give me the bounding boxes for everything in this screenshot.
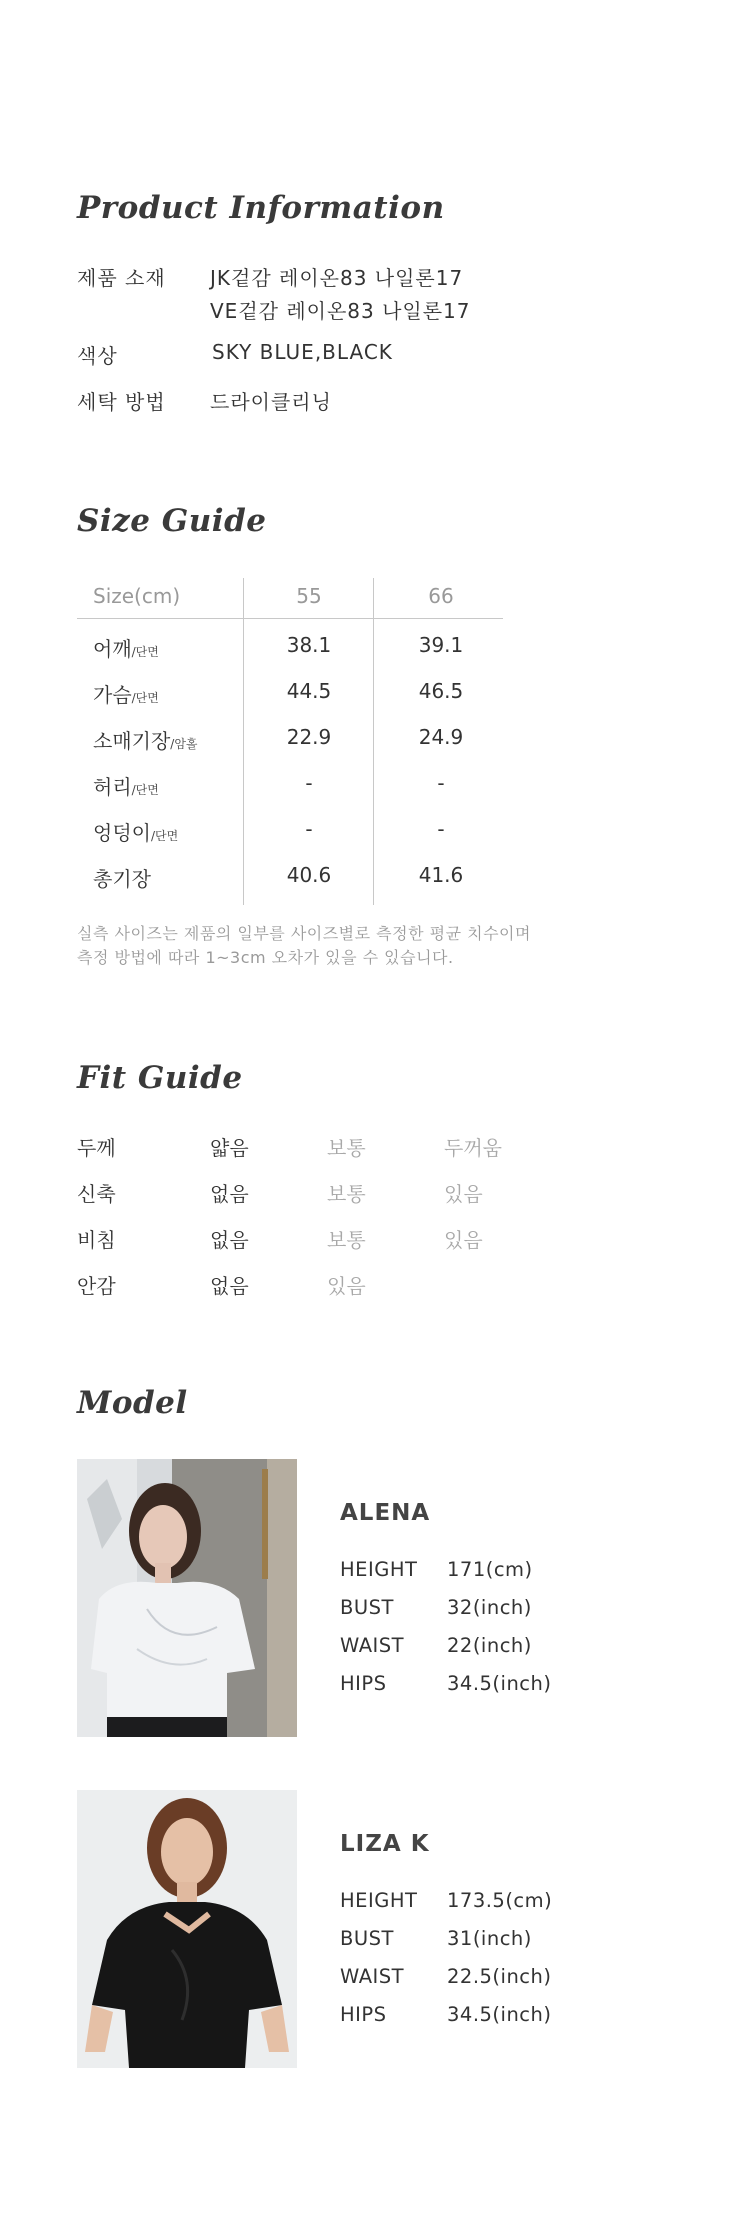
- table-row: [77, 771, 503, 817]
- table-row: [77, 725, 503, 771]
- model-stat-height: [340, 1889, 552, 1912]
- product-info-title: Product Information: [77, 190, 445, 226]
- measure-label: [93, 771, 159, 800]
- stat-key: BUST: [340, 1596, 394, 1619]
- stat-key: HEIGHT: [340, 1558, 418, 1581]
- model-photo-illustration: [77, 1790, 297, 2068]
- fit-guide-title: Fit Guide: [77, 1060, 243, 1096]
- measure-label: [93, 679, 159, 708]
- measure-name: 허리: [93, 775, 132, 799]
- value-66: -: [437, 817, 445, 841]
- fit-option: 있음: [444, 1182, 483, 1206]
- value-66: 24.9: [418, 725, 464, 749]
- measure-sub: /단면: [150, 829, 179, 843]
- stat-value: 22.5(inch): [447, 1965, 552, 1988]
- material-value-line1: JK겉감 레이온83 나일론17: [210, 266, 464, 290]
- value-66: 39.1: [418, 633, 464, 657]
- table-row: [77, 863, 503, 909]
- measure-sub: /단면: [131, 645, 159, 659]
- table-row: [77, 817, 503, 863]
- value-55: 44.5: [286, 679, 332, 703]
- table-row: [77, 633, 503, 679]
- measure-sub: /암홀: [170, 737, 198, 751]
- stat-value: 32(inch): [447, 1596, 532, 1619]
- material-label: 제품 소재: [77, 266, 166, 290]
- stat-value: 31(inch): [447, 1927, 532, 1950]
- stat-key: HIPS: [340, 1672, 387, 1695]
- fit-option: 두꺼움: [444, 1136, 502, 1160]
- stat-value: 173.5(cm): [447, 1889, 553, 1912]
- table-row: [77, 679, 503, 725]
- size-guide-title: Size Guide: [77, 503, 267, 539]
- model-photo-liza: [77, 1790, 297, 2068]
- model-title: Model: [77, 1385, 188, 1421]
- value-55: 38.1: [286, 633, 332, 657]
- fit-option: 있음: [327, 1274, 366, 1298]
- fit-option: 있음: [444, 1228, 483, 1252]
- stat-value: 171(cm): [447, 1558, 533, 1581]
- size-table-header: [77, 578, 503, 619]
- value-66: 41.6: [418, 863, 464, 887]
- fit-label: 두께: [77, 1136, 116, 1160]
- fit-label: 안감: [77, 1274, 116, 1298]
- color-value: SKY BLUE,BLACK: [212, 340, 393, 364]
- care-value: 드라이클리닝: [210, 390, 332, 414]
- color-label: 색상: [77, 344, 118, 368]
- fit-option: 보통: [327, 1136, 366, 1160]
- model-photo-alena: [77, 1459, 297, 1737]
- measure-name: 소매기장: [93, 729, 171, 753]
- value-55: 22.9: [286, 725, 332, 749]
- material-value-line2: VE겉감 레이온83 나일론17: [210, 299, 471, 323]
- fit-option-selected: 없음: [210, 1274, 249, 1298]
- stat-value: 34.5(inch): [447, 2003, 552, 2026]
- size-header-66: 66: [428, 584, 454, 608]
- measure-label: [93, 863, 151, 892]
- stat-key: WAIST: [340, 1965, 405, 1988]
- measure-sub: /단면: [131, 783, 159, 797]
- model-name: ALENA: [340, 1500, 431, 1526]
- measure-sub: /단면: [131, 691, 159, 705]
- value-55: 40.6: [286, 863, 332, 887]
- stat-value: 22(inch): [447, 1634, 532, 1657]
- fit-option-selected: 없음: [210, 1182, 249, 1206]
- measure-name: 엉덩이: [93, 821, 151, 845]
- measure-label: [93, 817, 178, 846]
- value-55: -: [305, 817, 313, 841]
- size-header-label: Size(cm): [93, 584, 181, 608]
- fit-option: 보통: [327, 1228, 366, 1252]
- fit-option: 보통: [327, 1182, 366, 1206]
- fit-option-selected: 얇음: [210, 1136, 249, 1160]
- measure-label: [93, 633, 159, 662]
- model-photo-illustration: [77, 1459, 297, 1737]
- model-name: LIZA K: [340, 1831, 430, 1857]
- size-header-55: 55: [296, 584, 322, 608]
- measure-name: 가슴: [93, 683, 132, 707]
- measure-name: 총기장: [93, 867, 151, 891]
- model-stat-waist: [340, 1965, 552, 1988]
- stat-key: HIPS: [340, 2003, 387, 2026]
- care-label: 세탁 방법: [77, 390, 166, 414]
- model-stat-hips: [340, 1672, 552, 1695]
- model-stat-bust: [340, 1596, 532, 1619]
- size-note-line2: 측정 방법에 따라 1~3cm 오차가 있을 수 있습니다.: [77, 948, 454, 967]
- size-note-line1: 실측 사이즈는 제품의 일부를 사이즈별로 측정한 평균 치수이며: [77, 924, 531, 943]
- fit-option-selected: 없음: [210, 1228, 249, 1252]
- value-55: -: [305, 771, 313, 795]
- stat-key: HEIGHT: [340, 1889, 418, 1912]
- model-stat-waist: [340, 1634, 532, 1657]
- fit-label: 비침: [77, 1228, 116, 1252]
- size-table: [77, 578, 503, 909]
- value-66: 46.5: [418, 679, 464, 703]
- measure-label: [93, 725, 198, 754]
- fit-label: 신축: [77, 1182, 116, 1206]
- stat-key: BUST: [340, 1927, 394, 1950]
- value-66: -: [437, 771, 445, 795]
- model-stat-bust: [340, 1927, 532, 1950]
- stat-key: WAIST: [340, 1634, 405, 1657]
- measure-name: 어깨: [93, 637, 132, 661]
- model-stat-height: [340, 1558, 533, 1581]
- stat-value: 34.5(inch): [447, 1672, 552, 1695]
- model-stat-hips: [340, 2003, 552, 2026]
